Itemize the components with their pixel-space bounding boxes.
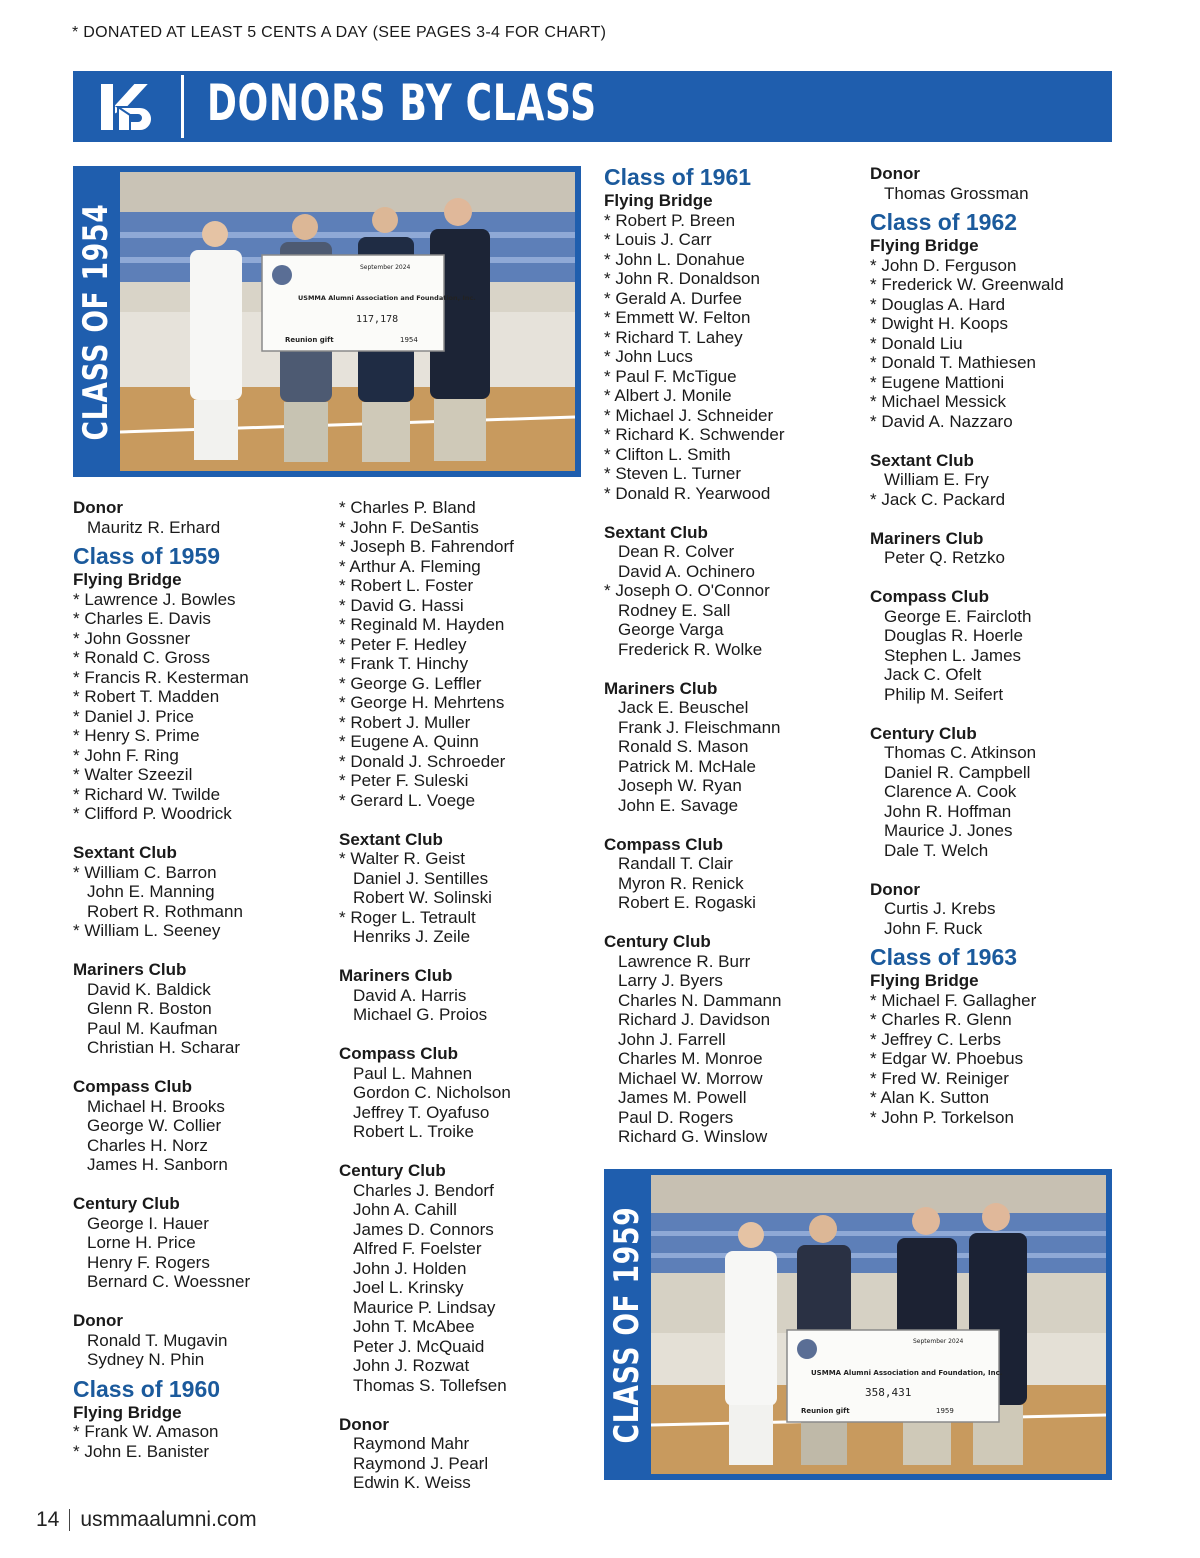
giving-level-heading: Flying Bridge: [870, 236, 979, 255]
class-year-heading: Class of 1959: [73, 543, 221, 569]
donor-name: Michael H. Brooks: [87, 1096, 225, 1116]
giving-level-heading: Mariners Club: [339, 966, 453, 985]
donation-footnote: * DONATED AT LEAST 5 CENTS A DAY (SEE PAGES 3-4 FOR CHART): [72, 24, 607, 41]
donor-name-starred: * Charles E. Davis: [73, 609, 211, 628]
donor-name: Thomas Grossman: [884, 183, 1029, 203]
giving-level-heading: Flying Bridge: [604, 191, 713, 210]
class-year-heading: Class of 1961: [604, 164, 752, 190]
donor-name-starred: * John D. Ferguson: [870, 255, 1017, 275]
donor-name: Paul M. Kaufman: [87, 1018, 218, 1038]
section-banner: [73, 71, 1112, 142]
donor-name-starred: * Alan K. Sutton: [870, 1088, 990, 1107]
donor-name-starred: * David G. Hassi: [339, 595, 464, 615]
donor-name: Daniel J. Sentilles: [353, 868, 489, 888]
svg-text:Reunion gift: Reunion gift: [285, 336, 334, 344]
spacer: [604, 913, 784, 933]
donor-name: Myron R. Renick: [618, 873, 744, 893]
donor-name: Randall T. Clair: [618, 854, 733, 873]
ceremony-photo-1954: [120, 172, 575, 471]
donor-name: Thomas S. Tollefsen: [353, 1375, 507, 1395]
giving-level-heading: Sextant Club: [870, 450, 974, 470]
donor-name-starred: * Dwight H. Koops: [870, 314, 1008, 333]
donor-name-starred: * Frank T. Hinchy: [339, 654, 469, 673]
donor-name: Michael G. Proios: [353, 1005, 488, 1024]
donor-name: Lorne H. Price: [87, 1233, 196, 1252]
banner-divider: [181, 75, 184, 138]
spacer: [339, 1025, 514, 1045]
giving-level-heading: Sextant Club: [339, 829, 443, 849]
donor-name: John E. Savage: [618, 795, 739, 815]
donor-name: Raymond J. Pearl: [353, 1453, 489, 1473]
donor-name-starred: * Eugene A. Quinn: [339, 732, 479, 751]
svg-text:358,431: 358,431: [865, 1386, 912, 1399]
donor-name-starred: * Joseph B. Fahrendorf: [339, 537, 514, 556]
svg-text:1959: 1959: [936, 1407, 954, 1415]
donor-name-starred: * Arthur A. Fleming: [339, 556, 481, 576]
donor-name: David K. Baldick: [87, 979, 211, 999]
donor-name: George W. Collier: [87, 1116, 222, 1135]
donor-name-starred: * Robert J. Muller: [339, 712, 471, 732]
giving-level-heading: Donor: [870, 164, 921, 183]
page-footer: [36, 1508, 257, 1532]
donor-name-starred: * Charles R. Glenn: [870, 1010, 1012, 1029]
spacer: [73, 1175, 250, 1195]
donor-name: John T. McAbee: [353, 1317, 475, 1336]
spacer: [73, 941, 250, 961]
donor-name-starred: * Michael F. Gallagher: [870, 990, 1037, 1010]
svg-text:USMMA Alumni Association and F: USMMA Alumni Association and Foundation, Inc.: [811, 1369, 1003, 1377]
giving-level-heading: Compass Club: [604, 834, 724, 854]
ceremony-photo-1959: [651, 1175, 1106, 1474]
donor-name: Ronald T. Mugavin: [87, 1330, 228, 1350]
donor-column-4: [870, 164, 1064, 1127]
donor-name-starred: * Joseph O. O'Connor: [604, 581, 770, 600]
donor-name-starred: * Paul F. McTigue: [604, 366, 737, 386]
donor-name: Thomas C. Atkinson: [884, 743, 1037, 762]
donor-name-starred: * Clifford P. Woodrick: [73, 804, 232, 823]
donor-name-starred: * Ronald C. Gross: [73, 648, 210, 667]
donor-name: Daniel R. Campbell: [884, 762, 1031, 782]
donor-column-3: [604, 163, 784, 1147]
donor-name: John R. Hoffman: [884, 801, 1012, 821]
spacer: [339, 1142, 514, 1162]
donor-name: Joel L. Krinsky: [353, 1278, 464, 1297]
donor-name: Charles N. Dammann: [618, 990, 782, 1010]
spacer: [870, 568, 1064, 588]
class-year-heading: Class of 1963: [870, 944, 1018, 970]
spacer: [870, 431, 1064, 451]
donor-name: Maurice P. Lindsay: [353, 1297, 496, 1317]
donor-name-starred: * Frederick W. Greenwald: [870, 275, 1064, 294]
donor-name-starred: * Walter R. Geist: [339, 849, 465, 868]
donor-name: John A. Cahill: [353, 1200, 457, 1219]
spacer: [339, 947, 514, 967]
spacer: [870, 509, 1064, 529]
donor-name: James D. Connors: [353, 1219, 494, 1239]
donor-name: George E. Faircloth: [884, 606, 1032, 626]
svg-text:September 2024: September 2024: [360, 264, 411, 271]
donor-name-starred: * Robert T. Madden: [73, 687, 220, 706]
donor-name: Robert W. Solinski: [353, 888, 492, 907]
giving-level-heading: Flying Bridge: [73, 1402, 182, 1422]
donor-name: Richard J. Davidson: [618, 1010, 771, 1029]
donor-name-starred: * John P. Torkelson: [870, 1107, 1014, 1127]
giving-level-heading: Donor: [339, 1414, 390, 1434]
spacer: [73, 1058, 250, 1078]
donor-name: Michael W. Morrow: [618, 1068, 763, 1088]
giving-level-heading: Flying Bridge: [73, 570, 182, 589]
donor-name-starred: * John L. Donahue: [604, 249, 745, 269]
donor-name-starred: * Steven L. Turner: [604, 464, 742, 483]
giving-level-heading: Mariners Club: [73, 960, 187, 979]
donor-name-starred: * John Lucs: [604, 347, 693, 366]
donor-name-starred: * Gerald A. Durfee: [604, 288, 742, 308]
donor-name-starred: * Fred W. Reiniger: [870, 1068, 1009, 1088]
donor-name-starred: * George G. Leffler: [339, 673, 482, 693]
giving-level-heading: Sextant Club: [73, 843, 177, 862]
class-year-heading: Class of 1962: [870, 209, 1018, 235]
donor-name: Larry J. Byers: [618, 971, 723, 990]
photo-class-of-1959: [604, 1169, 1112, 1480]
donor-name: Robert R. Rothmann: [87, 901, 243, 921]
donor-name: Richard G. Winslow: [618, 1127, 768, 1146]
donor-name-starred: * Peter F. Hedley: [339, 634, 467, 654]
donor-name-starred: * Jack C. Packard: [870, 489, 1006, 509]
donor-name-starred: * Douglas A. Hard: [870, 294, 1006, 314]
photo-label-1959: CLASS OF 1959: [607, 1206, 647, 1443]
donor-name: John J. Farrell: [618, 1029, 726, 1049]
donor-name-starred: * Charles P. Bland: [339, 498, 476, 517]
donor-name: Charles H. Norz: [87, 1135, 208, 1155]
donor-name-starred: * Frank W. Amason: [73, 1422, 219, 1441]
donor-column-1: [73, 498, 250, 1461]
donor-name: Glenn R. Boston: [87, 999, 212, 1018]
svg-text:1954: 1954: [400, 336, 418, 344]
giving-level-heading: Mariners Club: [870, 528, 984, 548]
donor-name-starred: * Donald Liu: [870, 333, 963, 353]
donor-name-starred: * Roger L. Tetrault: [339, 907, 476, 927]
donor-name: Stephen L. James: [884, 645, 1022, 665]
donor-name: George Varga: [618, 620, 724, 639]
donor-name-starred: * Daniel J. Price: [73, 706, 194, 726]
donor-name-starred: * Reginald M. Hayden: [339, 615, 505, 634]
donor-name-starred: * Donald J. Schroeder: [339, 751, 506, 771]
donor-name-starred: * Eugene Mattioni: [870, 372, 1005, 392]
spacer: [870, 860, 1064, 880]
donor-name-starred: * Robert P. Breen: [604, 210, 736, 230]
donor-name: Christian H. Scharar: [87, 1038, 241, 1057]
donor-name: David A. Ochinero: [618, 561, 756, 581]
donor-name: Alfred F. Foelster: [353, 1239, 482, 1258]
donor-name-starred: * Michael J. Schneider: [604, 405, 774, 425]
donor-name-starred: * William L. Seeney: [73, 921, 221, 940]
giving-level-heading: Donor: [73, 1311, 124, 1330]
donor-name: Robert E. Rogaski: [618, 893, 756, 912]
giving-level-heading: Century Club: [604, 932, 711, 951]
donor-name: Bernard C. Woessner: [87, 1272, 251, 1291]
donor-name: John F. Ruck: [884, 918, 983, 938]
donor-name: Dean R. Colver: [618, 542, 735, 561]
page-title: DONORS BY CLASS: [207, 74, 597, 132]
footer-divider: [69, 1509, 70, 1531]
svg-text:Reunion gift: Reunion gift: [801, 1407, 850, 1415]
page-number: 14: [36, 1508, 60, 1531]
donor-name-starred: * Albert J. Monile: [604, 386, 732, 405]
spacer: [870, 704, 1064, 724]
spacer: [73, 824, 250, 844]
donor-name-starred: * John Gossner: [73, 628, 191, 648]
donor-name-starred: * Louis J. Carr: [604, 230, 712, 249]
donor-name: Ronald S. Mason: [618, 737, 749, 756]
giving-level-heading: Sextant Club: [604, 522, 708, 542]
giving-level-heading: Century Club: [870, 723, 977, 743]
donor-name: John J. Rozwat: [353, 1356, 470, 1375]
donor-name: Peter Q. Retzko: [884, 548, 1005, 567]
donor-name: Rodney E. Sall: [618, 600, 731, 620]
donor-name-starred: * Donald R. Yearwood: [604, 483, 771, 503]
donor-name: Robert L. Troike: [353, 1122, 474, 1141]
donor-name-starred: * David A. Nazzaro: [870, 411, 1013, 431]
donor-name: Sydney N. Phin: [87, 1350, 205, 1369]
donor-name: Frank J. Fleischmann: [618, 717, 781, 737]
spacer: [339, 810, 514, 830]
donor-name: James H. Sanborn: [87, 1155, 228, 1174]
site-url: usmmaalumni.com: [80, 1508, 257, 1531]
donor-name: David A. Harris: [353, 985, 467, 1005]
donor-name-starred: * Gerard L. Voege: [339, 790, 476, 810]
donor-name: Joseph W. Ryan: [618, 776, 742, 795]
donor-name-starred: * John R. Donaldson: [604, 269, 760, 288]
giving-level-heading: Compass Club: [339, 1044, 459, 1063]
donor-name: Curtis J. Krebs: [884, 899, 996, 918]
donor-name-starred: * Richard W. Twilde: [73, 784, 221, 804]
class-year-heading: Class of 1960: [73, 1375, 221, 1402]
donor-name: Clarence A. Cook: [884, 782, 1017, 801]
kp-logo-icon: [94, 77, 158, 137]
donor-name: John J. Holden: [353, 1258, 467, 1278]
spacer: [339, 1395, 514, 1415]
donor-name-starred: * Jeffrey C. Lerbs: [870, 1029, 1002, 1049]
donor-name: Charles J. Bendorf: [353, 1180, 494, 1200]
donor-name-starred: * John E. Banister: [73, 1441, 210, 1461]
spacer: [604, 815, 784, 835]
donor-name: Raymond Mahr: [353, 1434, 470, 1453]
donor-name-starred: * Clifton L. Smith: [604, 444, 731, 464]
donor-name-starred: * John F. Ring: [73, 745, 179, 765]
svg-text:117,178: 117,178: [356, 314, 399, 325]
spacer: [73, 1292, 250, 1312]
donor-name-starred: * Richard K. Schwender: [604, 425, 785, 444]
donor-name-starred: * Michael Messick: [870, 392, 1007, 411]
donor-name-starred: * Henry S. Prime: [73, 726, 200, 745]
donor-name-starred: * Lawrence J. Bowles: [73, 589, 236, 609]
donor-name: Dale T. Welch: [884, 840, 989, 860]
donor-name: William E. Fry: [884, 470, 989, 489]
donor-name-starred: * George H. Mehrtens: [339, 693, 505, 712]
spacer: [604, 503, 784, 523]
photo-label-1954: CLASS OF 1954: [76, 203, 116, 440]
giving-level-heading: Donor: [73, 498, 124, 517]
donor-name-starred: * Richard T. Lahey: [604, 327, 743, 347]
donor-name: Maurice J. Jones: [884, 821, 1013, 840]
donor-name: Paul L. Mahnen: [353, 1063, 473, 1083]
donor-name-starred: * William C. Barron: [73, 862, 217, 882]
donor-name: Henry F. Rogers: [87, 1252, 210, 1272]
giving-level-heading: Century Club: [73, 1194, 180, 1213]
donor-name: Douglas R. Hoerle: [884, 626, 1023, 645]
donor-name: Lawrence R. Burr: [618, 951, 751, 971]
donor-name: Patrick M. McHale: [618, 756, 756, 776]
donor-name: Frederick R. Wolke: [618, 639, 763, 659]
donor-name: Philip M. Seifert: [884, 684, 1004, 704]
svg-text:USMMA Alumni Association and F: USMMA Alumni Association and Foundation, Inc.: [298, 294, 476, 302]
svg-text:September 2024: September 2024: [913, 1338, 964, 1345]
giving-level-heading: Century Club: [339, 1161, 446, 1180]
donor-name: Paul D. Rogers: [618, 1107, 734, 1127]
donor-name: John E. Manning: [87, 882, 215, 901]
donor-name: Peter J. McQuaid: [353, 1336, 485, 1356]
donor-name-starred: * Peter F. Suleski: [339, 771, 469, 790]
donor-name-starred: * Emmett W. Felton: [604, 308, 751, 327]
giving-level-heading: Flying Bridge: [870, 971, 979, 990]
donor-name: George I. Hauer: [87, 1213, 209, 1233]
spacer: [604, 659, 784, 679]
donor-name: Jack E. Beuschel: [618, 698, 749, 717]
donor-name: Edwin K. Weiss: [353, 1473, 471, 1492]
donor-name: Charles M. Monroe: [618, 1049, 763, 1068]
donor-column-2: [339, 498, 514, 1493]
donor-name: Mauritz R. Erhard: [87, 517, 221, 537]
donor-name: Jeffrey T. Oyafuso: [353, 1102, 490, 1122]
donor-name-starred: * Edgar W. Phoebus: [870, 1049, 1024, 1068]
donor-name-starred: * Walter Szeezil: [73, 765, 193, 784]
giving-level-heading: Compass Club: [73, 1077, 193, 1096]
kp-logo: [73, 71, 178, 142]
donor-name: Gordon C. Nicholson: [353, 1083, 511, 1102]
giving-level-heading: Compass Club: [870, 587, 990, 606]
giving-level-heading: Donor: [870, 879, 921, 899]
donor-name-starred: * Robert L. Foster: [339, 576, 474, 595]
donor-name-starred: * John F. DeSantis: [339, 517, 479, 537]
donor-name-starred: * Donald T. Mathiesen: [870, 353, 1037, 372]
giving-level-heading: Mariners Club: [604, 678, 718, 698]
donor-name: Jack C. Ofelt: [884, 665, 982, 684]
photo-class-of-1954: [73, 166, 581, 477]
donor-name: Henriks J. Zeile: [353, 927, 471, 946]
donor-name: James M. Powell: [618, 1088, 747, 1107]
donor-name-starred: * Francis R. Kesterman: [73, 667, 249, 687]
